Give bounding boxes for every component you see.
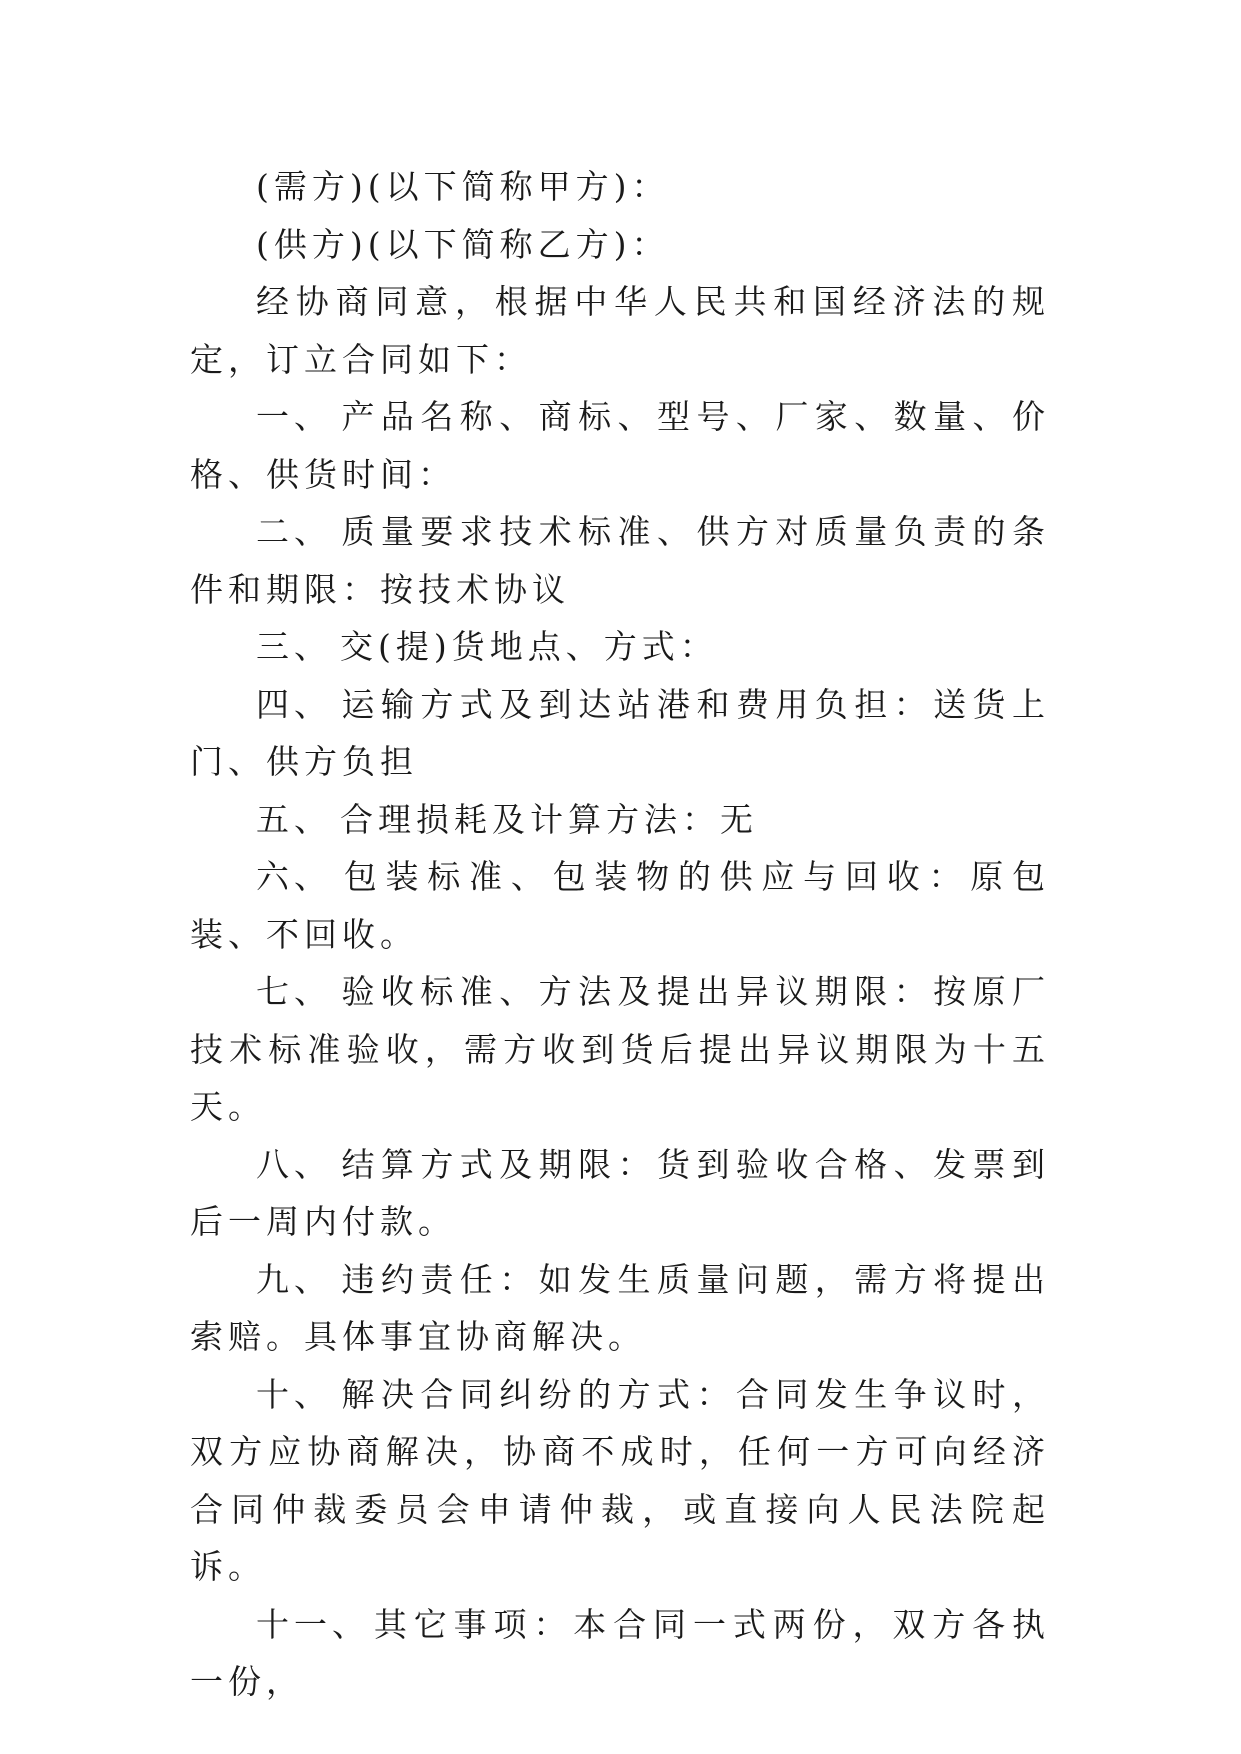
clause-number: 一、 (256, 397, 332, 436)
clause-number: 七、 (256, 972, 332, 1011)
paragraph-text: 经协商同意，根据中华人民共和国经济法的规定，订立合同如下： (190, 282, 1050, 379)
clause-8 (190, 1136, 1050, 1251)
clause-number: 二、 (256, 512, 332, 551)
clause-number: 十一、 (256, 1604, 370, 1644)
clause-text: 质量要求技术标准、供方对质量负责的条件和期限：按技术协议 (190, 512, 1050, 609)
preamble-paragraph (190, 273, 1050, 388)
clause-number: 四、 (256, 684, 332, 724)
clause-text: 结算方式及期限：货到验收合格、发票到后一周内付款。 (190, 1144, 1050, 1241)
clause-text: 包装标准、包装物的供应与回收：原包装、不回收。 (190, 857, 1050, 954)
paragraph-text: (需方)(以下简称甲方)： (256, 167, 670, 206)
clause-number: 五、 (256, 799, 332, 839)
party-b-line (190, 216, 1050, 274)
clause-1 (190, 388, 1050, 503)
paragraph-text: (供方)(以下简称乙方)： (256, 224, 670, 264)
party-a-line (190, 158, 1050, 216)
clause-number: 九、 (256, 1259, 332, 1299)
clause-text: 验收标准、方法及提出异议期限：按原厂技术标准验收，需方收到货后提出异议期限为十五天。 (190, 972, 1050, 1126)
clause-text: 产品名称、商标、型号、厂家、数量、价格、供货时间： (190, 397, 1050, 494)
clause-number: 六、 (256, 857, 332, 896)
clause-text: 其它事项：本合同一式两份，双方各执一份， (190, 1604, 1050, 1701)
clause-3 (190, 618, 1050, 676)
clause-11 (190, 1596, 1050, 1711)
clause-number: 八、 (256, 1144, 332, 1184)
clause-5 (190, 791, 1050, 849)
contract-body (190, 158, 1050, 1711)
clause-text: 交(提)货地点、方式： (340, 627, 718, 666)
clause-text: 违约责任：如发生质量问题，需方将提出索赔。具体事宜协商解决。 (190, 1259, 1050, 1356)
clause-number: 十、 (256, 1374, 332, 1414)
clause-text: 合理损耗及计算方法：无 (340, 799, 758, 839)
clause-4 (190, 676, 1050, 791)
clause-7 (190, 963, 1050, 1136)
clause-text: 运输方式及到达站港和费用负担：送货上门、供方负担 (190, 684, 1050, 781)
clause-2 (190, 503, 1050, 618)
clause-10 (190, 1366, 1050, 1596)
clause-9 (190, 1251, 1050, 1366)
clause-number: 三、 (256, 627, 332, 666)
clause-text: 解决合同纠纷的方式：合同发生争议时，双方应协商解决，协商不成时，任何一方可向经济合同仲裁委员会申请仲裁，或直接向人民法院起诉。 (190, 1374, 1050, 1586)
clause-6 (190, 848, 1050, 963)
